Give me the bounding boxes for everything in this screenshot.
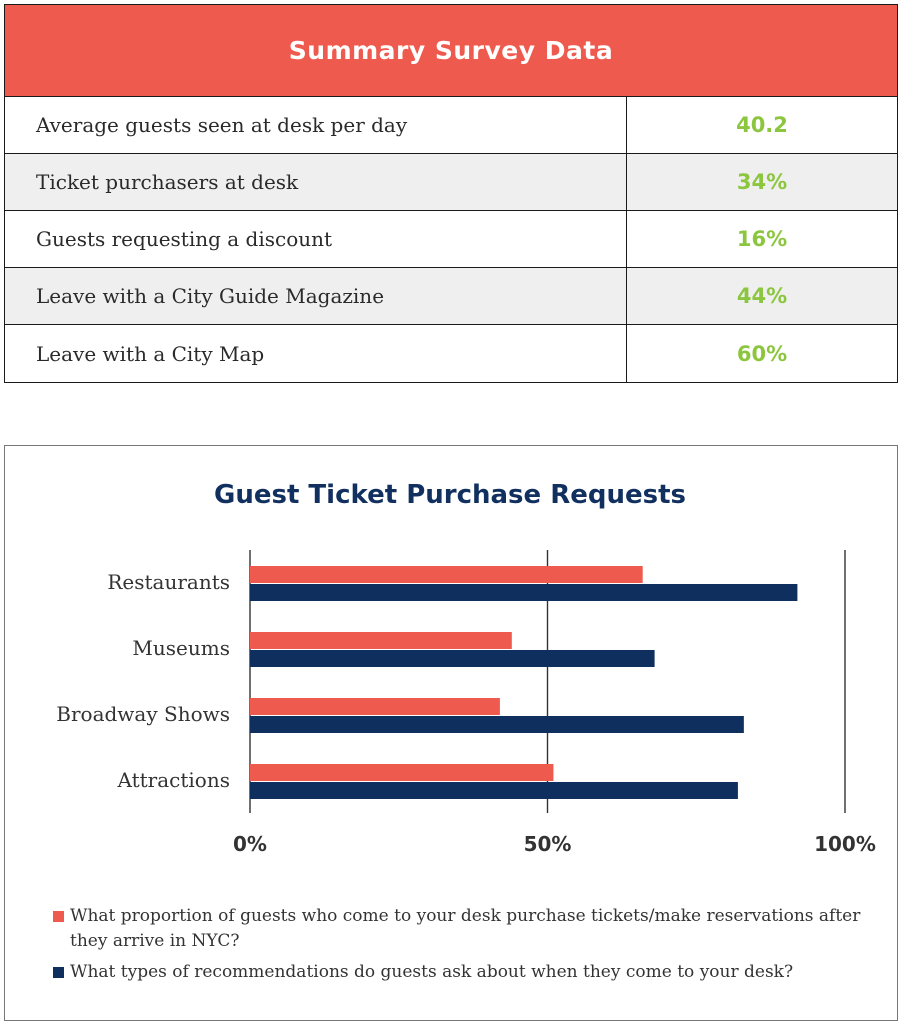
chart-panel bbox=[4, 445, 898, 1021]
x-tick-label: 50% bbox=[523, 832, 572, 856]
summary-table bbox=[4, 4, 898, 383]
legend-item bbox=[53, 904, 873, 954]
bar-chart bbox=[5, 446, 895, 896]
bar-purchase bbox=[250, 764, 553, 781]
legend-label: What proportion of guests who come to your desk purchase tickets/make reservations after they arrive in NYC? bbox=[70, 906, 861, 951]
legend-item bbox=[53, 960, 873, 985]
row-value: 60% bbox=[736, 341, 788, 366]
row-value: 44% bbox=[736, 284, 788, 308]
summary-header bbox=[5, 5, 897, 97]
table-row bbox=[5, 268, 897, 325]
legend-swatch-navy bbox=[53, 967, 64, 978]
bar-purchase bbox=[250, 566, 643, 583]
row-value: 34% bbox=[736, 170, 788, 194]
row-value: 16% bbox=[736, 227, 788, 251]
summary-title: Summary Survey Data bbox=[288, 36, 614, 65]
chart-title: Guest Ticket Purchase Requests bbox=[213, 480, 686, 510]
category-label: Restaurants bbox=[107, 570, 230, 594]
table-row bbox=[5, 211, 897, 268]
row-value: 40.2 bbox=[736, 113, 788, 137]
table-row bbox=[5, 325, 897, 382]
bar-purchase bbox=[250, 698, 500, 715]
category-label: Attractions bbox=[117, 768, 230, 792]
bar-recommendation bbox=[250, 716, 744, 733]
category-label: Museums bbox=[132, 636, 230, 660]
x-tick-label: 0% bbox=[233, 832, 267, 856]
legend-label: What types of recommendations do guests ask about when they come to your desk? bbox=[70, 962, 794, 982]
table-row bbox=[5, 154, 897, 211]
bar-purchase bbox=[250, 632, 512, 649]
legend bbox=[53, 904, 873, 991]
row-label: Leave with a City Map bbox=[5, 325, 627, 382]
bar-recommendation bbox=[250, 782, 738, 799]
bar-recommendation bbox=[250, 584, 797, 601]
category-label: Broadway Shows bbox=[56, 702, 230, 726]
legend-swatch-red bbox=[53, 911, 64, 922]
row-label: Ticket purchasers at desk bbox=[5, 154, 627, 210]
table-row bbox=[5, 97, 897, 154]
row-label: Average guests seen at desk per day bbox=[5, 97, 627, 153]
x-tick-label: 100% bbox=[814, 832, 876, 856]
bar-recommendation bbox=[250, 650, 655, 667]
row-label: Leave with a City Guide Magazine bbox=[5, 268, 627, 324]
row-label: Guests requesting a discount bbox=[5, 211, 627, 267]
